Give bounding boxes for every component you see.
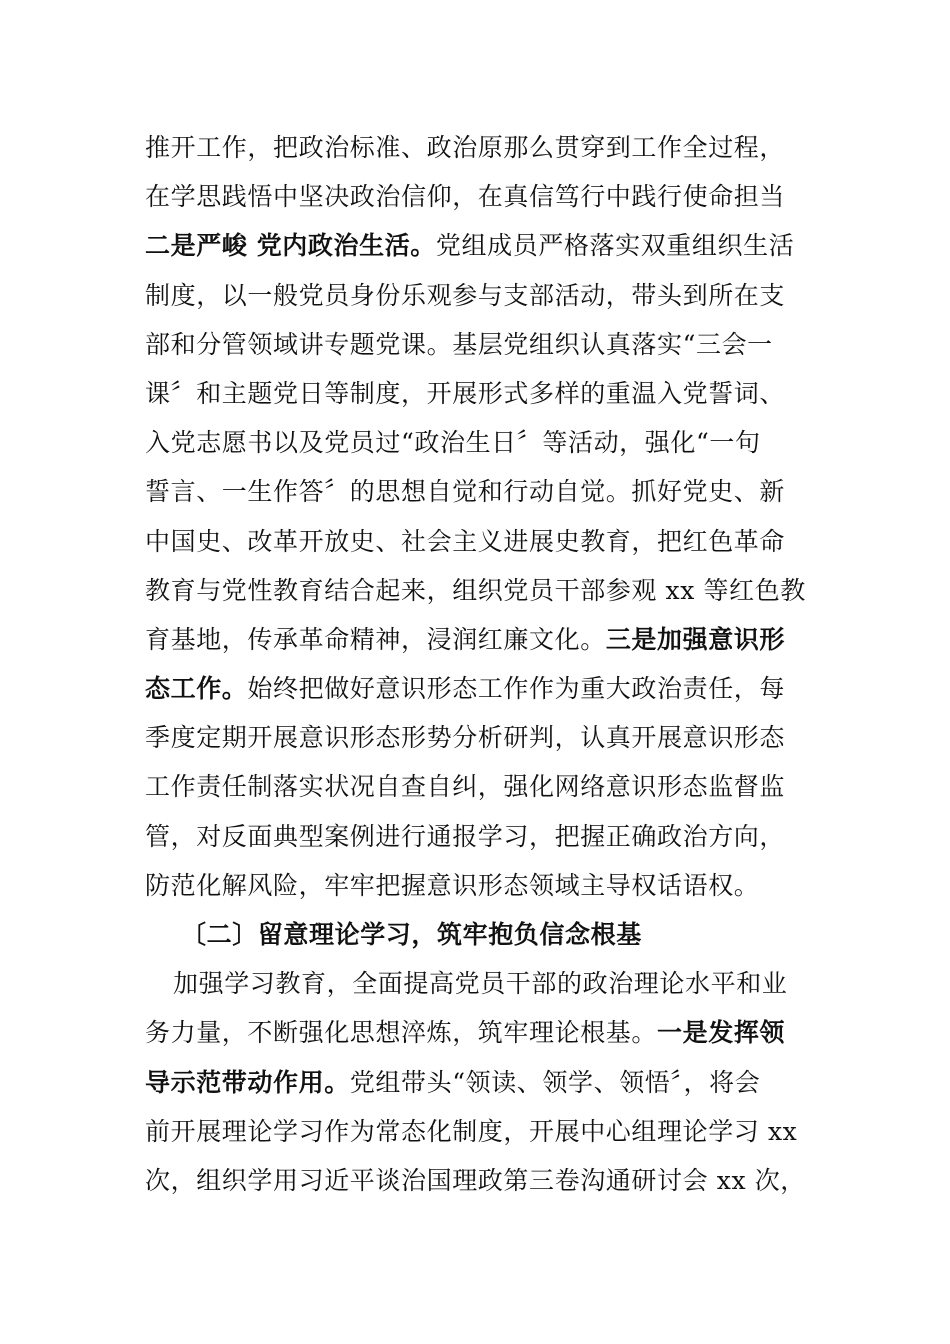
bold-text-segment: 三是加强意识形 — [605, 624, 786, 654]
text-line — [145, 467, 815, 516]
text-line — [145, 566, 815, 615]
text-segment: 加强学习教育，全面提高党员干部的政治理论水平和业 — [173, 969, 788, 999]
text-line — [145, 713, 815, 762]
text-segment: 在学思践悟中坚决政治信仰，在真信笃行中践行使命担当 — [145, 182, 786, 212]
text-line — [145, 221, 815, 270]
text-segment: 入党志愿书以及党员过“政治生日〞等活动，强化“一句 — [145, 428, 761, 458]
text-segment: 育基地，传承革命精神，浸润红廉文化。 — [145, 624, 606, 654]
text-segment: 务力量，不断强化思想淬炼，筑牢理论根基。 — [145, 1018, 658, 1048]
text-line — [145, 1008, 815, 1057]
bold-text-segment: 二是严峻 党内政治生活。 — [145, 231, 436, 261]
text-line — [145, 517, 815, 566]
text-segment: 中国史、改革开放史、社会主义进展史教育，把红色革命 — [145, 526, 786, 556]
text-line — [145, 910, 815, 959]
text-segment: 前开展理论学习作为常态化制度，开展中心组理论学习 xx — [145, 1116, 798, 1146]
text-line — [145, 418, 815, 467]
text-segment: 党组成员严格落实双重组织生活 — [435, 231, 795, 261]
document-body — [145, 123, 815, 1205]
text-line — [145, 369, 815, 418]
text-segment: 始终把做好意识形态工作作为重大政治责任，每 — [247, 674, 786, 704]
text-line — [145, 812, 815, 861]
text-segment: 誓言、一生作答〞的思想自觉和行动自觉。抓好党史、新 — [145, 477, 786, 507]
text-line — [145, 320, 815, 369]
text-segment: 次，组织学用习近平谈治国理政第三卷沟通研讨会 xx 次， — [145, 1165, 806, 1195]
text-line — [145, 271, 815, 320]
text-segment: 部和分管领域讲专题党课。基层党组织认真落实“三会一 — [145, 329, 773, 359]
text-segment: 管，对反面典型案例进行通报学习，把握正确政治方向， — [145, 821, 786, 851]
text-line — [145, 1156, 815, 1205]
bold-text-segment: 一是发挥领 — [657, 1018, 786, 1048]
text-line — [145, 1058, 815, 1107]
text-segment: 教育与党性教育结合起来，组织党员干部参观 xx 等红色教 — [145, 575, 806, 605]
text-segment: 季度定期开展意识形态形势分析研判，认真开展意识形态 — [145, 723, 786, 753]
text-segment: 防范化解风险，牢牢把握意识形态领域主导权话语权。 — [145, 870, 760, 900]
text-line — [145, 1107, 815, 1156]
text-segment: 工作责任制落实状况自查自纠，强化网络意识形态监督监 — [145, 772, 786, 802]
text-line — [145, 664, 815, 713]
text-line — [145, 959, 815, 1008]
text-line — [145, 861, 815, 910]
bold-text-segment: 态工作。 — [145, 674, 248, 704]
text-segment: 制度，以一般党员身份乐观参与支部活动，带头到所在支 — [145, 280, 786, 310]
text-line — [145, 172, 815, 221]
text-segment: 党组带头“领读、领学、领悟〞，将会 — [349, 1067, 761, 1097]
text-line — [145, 123, 815, 172]
text-line — [145, 762, 815, 811]
text-line — [145, 615, 815, 664]
bold-text-segment: 导示范带动作用。 — [145, 1067, 350, 1097]
text-segment: 推开工作，把政治标准、政治原那么贯穿到工作全过程， — [145, 133, 786, 162]
text-segment: 课〞和主题党日等制度，开展形式多样的重温入党誓词、 — [145, 378, 786, 408]
bold-text-segment: 〔二〕留意理论学习，筑牢抱负信念根基 — [181, 920, 642, 949]
